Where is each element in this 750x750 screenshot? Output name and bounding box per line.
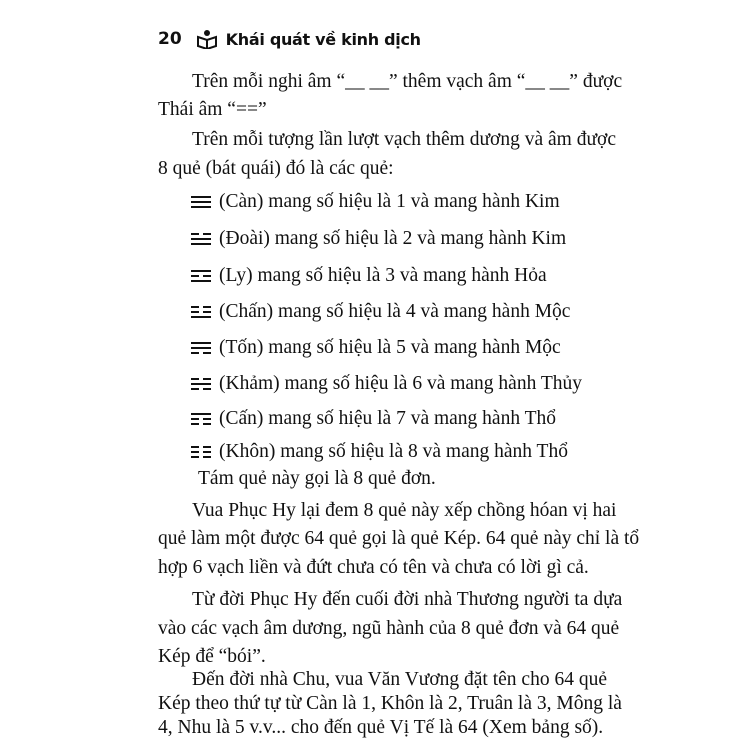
trigram-text: (Đoài) mang số hiệu là 2 và mang hành Kim	[219, 228, 567, 249]
intro-line: 8 quẻ (bát quái) đó là các quẻ:	[158, 158, 394, 179]
paragraph-line: Từ đời Phục Hy đến cuối đời nhà Thương người ta dựa	[192, 589, 623, 610]
trigram-can-icon	[190, 194, 212, 210]
trigram-item	[190, 190, 560, 214]
paragraph-line: Tám quẻ này gọi là 8 quẻ đơn.	[198, 468, 436, 489]
intro-line: Thái âm “==”	[158, 99, 267, 120]
trigram-chan-icon	[190, 304, 212, 320]
trigram-item	[190, 264, 547, 288]
trigram-text: (Cấn) mang số hiệu là 7 và mang hành Thổ	[219, 408, 557, 429]
paragraph-line: Vua Phục Hy lại đem 8 quẻ này xếp chồng hóan vị hai	[192, 500, 617, 521]
trigram-doai-icon	[190, 231, 212, 247]
trigram-item	[190, 300, 570, 324]
chapter-title: Khái quát về kinh dịch	[225, 29, 421, 49]
trigram-ton-icon	[190, 340, 212, 356]
trigram-item	[190, 336, 561, 360]
intro-line: Trên mỗi nghi âm “__ __” thêm vạch âm “__ __” được	[192, 71, 623, 92]
trigram-item	[190, 407, 556, 431]
paragraph-line: 4, Nhu là 5 v.v... cho đến quẻ Vị Tế là 64 (Xem bảng số).	[158, 717, 604, 738]
trigram-text: (Chấn) mang số hiệu là 4 và mang hành Mộc	[219, 301, 571, 322]
trigram-item	[190, 227, 566, 251]
paragraph-line: Kép theo thứ tự từ Càn là 1, Khôn là 2, Truân là 3, Mông là	[158, 693, 622, 714]
paragraph-line: vào các vạch âm dương, ngũ hành của 8 quẻ đơn và 64 quẻ	[158, 618, 620, 639]
intro-line: Trên mỗi tượng lần lượt vạch thêm dương và âm được	[192, 129, 616, 150]
book-reader-icon	[196, 29, 218, 49]
trigram-can-mountain-icon	[190, 411, 212, 427]
trigram-ly-icon	[190, 268, 212, 284]
paragraph-line: Đến đời nhà Chu, vua Văn Vương đặt tên cho 64 quẻ	[192, 669, 607, 690]
trigram-khon-icon	[190, 444, 212, 460]
trigram-text: (Ly) mang số hiệu là 3 và mang hành Hỏa	[219, 265, 547, 286]
trigram-kham-icon	[190, 376, 212, 392]
paragraph-line: quẻ làm một được 64 quẻ gọi là quẻ Kép. 64 quẻ này chỉ là tổ	[158, 528, 640, 549]
paragraph-line: hợp 6 vạch liền và đứt chưa có tên và chưa có lời gì cả.	[158, 557, 589, 578]
trigram-item	[190, 372, 582, 396]
trigram-text: (Khảm) mang số hiệu là 6 và mang hành Thủy	[219, 373, 583, 394]
page-number: 20	[158, 29, 182, 49]
page-header	[158, 22, 720, 56]
trigram-item	[190, 440, 568, 464]
trigram-text: (Khôn) mang số hiệu là 8 và mang hành Thổ	[219, 441, 568, 462]
trigram-text: (Càn) mang số hiệu là 1 và mang hành Kim	[219, 191, 560, 212]
paragraph-line: Kép để “bói”.	[158, 646, 266, 667]
trigram-text: (Tốn) mang số hiệu là 5 và mang hành Mộc	[219, 337, 561, 358]
